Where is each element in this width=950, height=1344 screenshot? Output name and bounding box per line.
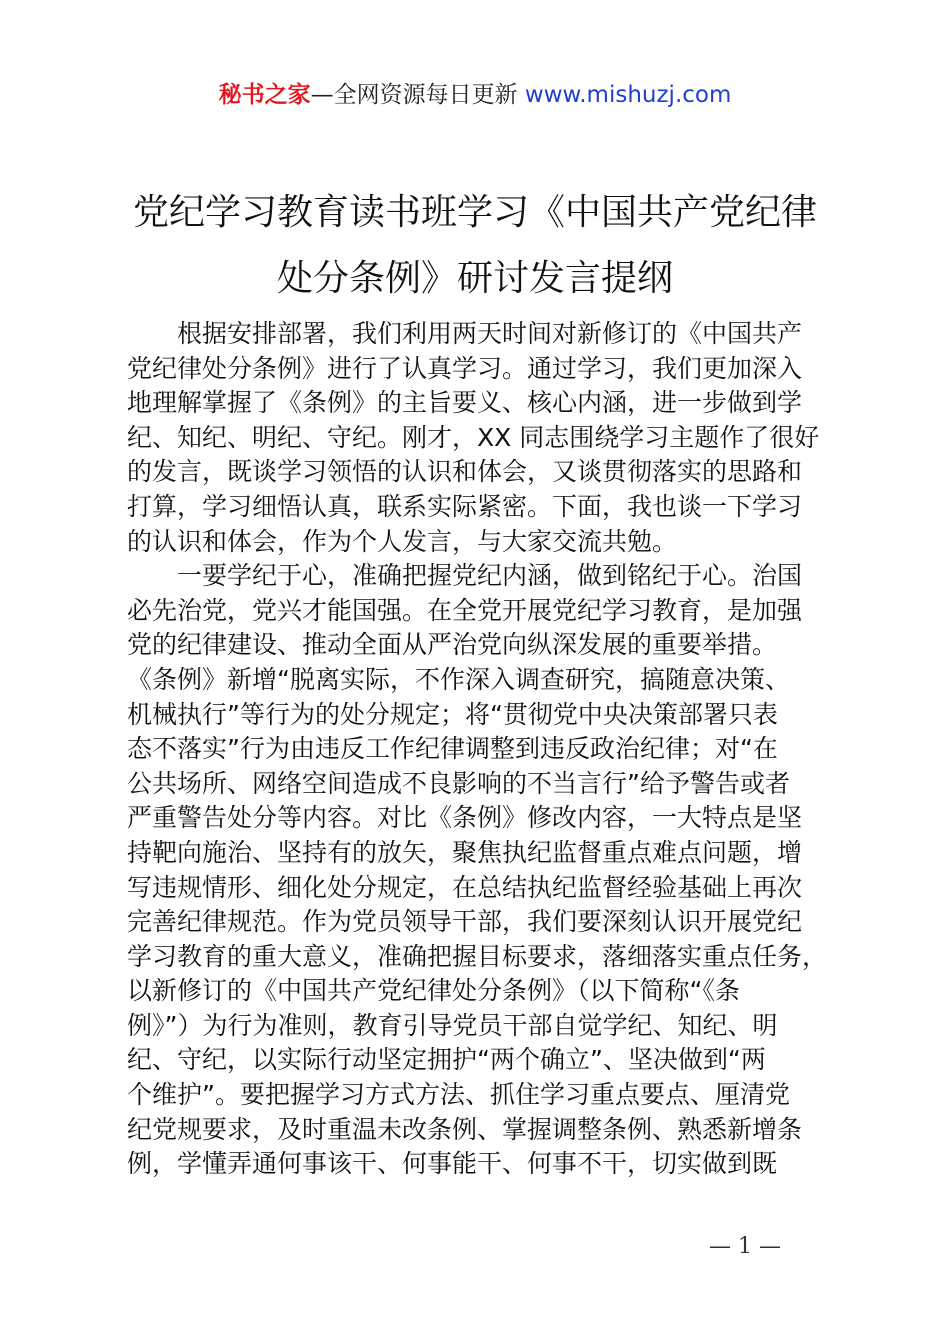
- body-line: 一要学纪于心，准确把握党纪内涵，做到铭纪于心。治国: [127, 561, 803, 591]
- body-line: 持靶向施治、坚持有的放矢，聚焦执纪监督重点难点问题，增: [127, 837, 803, 867]
- body-line: 严重警告处分等内容。对比《条例》修改内容，一大特点是坚: [127, 803, 803, 833]
- page-number: — 1 —: [709, 1234, 781, 1259]
- body-line: 写违规情形、细化处分规定，在总结执纪监督经验基础上再次: [127, 872, 803, 902]
- site-url[interactable]: www.mishuzj.com: [524, 82, 732, 108]
- body-line: 纪党规要求，及时重温未改条例、掌握调整条例、熟悉新增条: [127, 1114, 803, 1144]
- body-line: 的认识和体会，作为个人发言，与大家交流共勉。: [127, 526, 678, 556]
- body-line: 例》”）为行为准则，教育引导党员干部自觉学纪、知纪、明: [127, 1010, 778, 1040]
- document-body: [127, 317, 837, 1182]
- header-slogan: —全网资源每日更新: [310, 82, 518, 108]
- body-line: 根据安排部署，我们利用两天时间对新修订的《中国共产: [127, 319, 803, 348]
- body-line: 机械执行”等行为的处分规定；将“贯彻党中央决策部署只表: [127, 699, 778, 729]
- body-line: 以新修订的《中国共产党纪律处分条例》（以下简称“《条: [127, 976, 740, 1006]
- document-title-line-2: 处分条例》研讨发言提纲: [276, 258, 673, 299]
- site-header: [0, 78, 950, 112]
- body-line: 必先治党，党兴才能国强。在全党开展党纪学习教育，是加强: [127, 595, 803, 625]
- brand-name: 秘书之家: [218, 82, 311, 108]
- body-line: 地理解掌握了《条例》的主旨要义、核心内涵，进一步做到学: [127, 388, 803, 418]
- body-line: 党的纪律建设、推动全面从严治党向纵深发展的重要举措。: [127, 630, 778, 660]
- body-line: 纪、守纪，以实际行动坚定拥护“两个确立”、坚决做到“两: [127, 1045, 766, 1075]
- body-line: 打算，学习细悟认真，联系实际紧密。下面，我也谈一下学习: [127, 491, 803, 521]
- body-line: 学习教育的重大意义，准确把握目标要求，落细落实重点任务，: [127, 941, 828, 971]
- body-line: 《条例》新增“脱离实际，不作深入调查研究，搞随意决策、: [127, 664, 790, 694]
- body-line: 态不落实”行为由违反工作纪律调整到违反政治纪律；对“在: [127, 734, 778, 764]
- body-line: 完善纪律规范。作为党员领导干部，我们要深刻认识开展党纪: [127, 907, 803, 937]
- body-line: 公共场所、网络空间造成不良影响的不当言行”给予警告或者: [127, 768, 790, 798]
- body-line: 纪、知纪、明纪、守纪。刚才，XX 同志围绕学习主题作了很好: [127, 422, 820, 452]
- body-line: 例，学懂弄通何事该干、何事能干、何事不干，切实做到既: [127, 1149, 778, 1179]
- body-line: 个维护”。要把握学习方式方法、抓住学习重点要点、厘清党: [127, 1080, 790, 1110]
- body-line: 党纪律处分条例》进行了认真学习。通过学习，我们更加深入: [127, 353, 803, 383]
- body-line: 的发言，既谈学习领悟的认识和体会，又谈贯彻落实的思路和: [127, 457, 803, 487]
- document-title-line-1: 党纪学习教育读书班学习《中国共产党纪律: [132, 192, 817, 233]
